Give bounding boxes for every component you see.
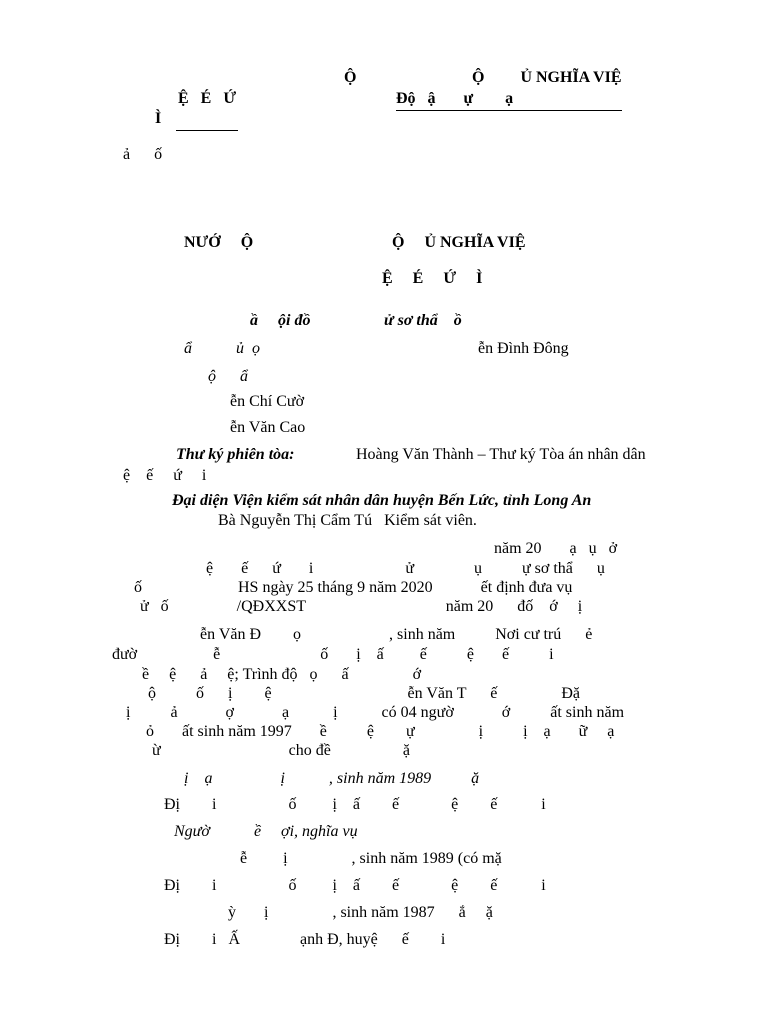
party-3-address: Đị i Ấ ạnh Đ, huyệ ế i bbox=[164, 931, 446, 948]
body-line-2: ệ ế ứ i ử ụ ự sơ thẩ ụ bbox=[206, 560, 605, 577]
body-line-11: ừ cho đề ặ bbox=[152, 742, 410, 759]
body-line-3: ố HS ngày 25 tháng 9 năm 2020 ết định đưa vụ bbox=[134, 579, 573, 596]
related-parties-label: Ngườ ề ợi, nghĩa vụ bbox=[174, 823, 358, 840]
panel-heading2: ử sơ thẩ ồ bbox=[384, 312, 462, 329]
header-left-line2: Ệ É Ứ bbox=[178, 90, 237, 107]
prosecutor-label: Đại diện Viện kiểm sát nhân dân huyện Bến Lức, tỉnh Long An bbox=[172, 492, 592, 509]
place-date: ả ố bbox=[123, 146, 163, 163]
jurors-label: ộ ẩ bbox=[208, 368, 248, 385]
header-right-underline bbox=[396, 110, 622, 111]
body-line-10: ỏ ất sinh năm 1997 ề ệ ự ị ị ạ ữ ạ bbox=[146, 723, 615, 740]
party-2-name: ễ ị , sinh năm 1989 (có mặ bbox=[240, 850, 502, 867]
juror-2: ễn Văn Cao bbox=[230, 419, 306, 436]
party-1-name: ị ạ ị , sinh năm 1989 ặ bbox=[184, 770, 480, 787]
party-3-name: ỳ ị , sinh năm 1987 ắ ặ bbox=[228, 904, 493, 921]
header-left-line3: Ì bbox=[155, 110, 162, 127]
judge-name: ễn Đình Đông bbox=[478, 340, 569, 357]
title-line2: Ệ É Ứ Ì bbox=[382, 270, 483, 287]
juror-1: ễn Chí Cườ bbox=[230, 393, 305, 410]
panel-heading: ầ ội đồ bbox=[250, 312, 311, 329]
prosecutor-name: Bà Nguyễn Thị Cẩm Tú Kiểm sát viên. bbox=[218, 512, 477, 529]
judge-label: ẩ ủ ọ bbox=[184, 340, 260, 357]
header-right-line2: Độ ậ ự ạ bbox=[396, 90, 514, 107]
header-right-line1: Ộ Ủ NGHĨA VIỆ bbox=[472, 69, 622, 86]
body-line-7: ề ệ ả ệ; Trình độ ọ ấ ớ bbox=[142, 666, 422, 683]
body-line-8: ộ ố ị ệ ễn Văn T ế Đặ bbox=[148, 685, 580, 702]
party-2-address: Đị i ố ị ấ ế ệ ế i bbox=[164, 877, 546, 894]
party-1-address: Đị i ố ị ấ ế ệ ế i bbox=[164, 796, 546, 813]
body-line-9: ị ả ợ ạ ị có 04 ngườ ớ ất sinh năm bbox=[126, 704, 625, 721]
clerk-name: Hoàng Văn Thành – Thư ký Tòa án nhân dân bbox=[356, 446, 646, 463]
body-line-6: đườ ễ ố ị ấ ế ệ ế i bbox=[112, 646, 554, 663]
clerk-org: ệ ế ứ i bbox=[123, 467, 207, 484]
clerk-label: Thư ký phiên tòa: bbox=[176, 446, 295, 463]
body-line-4: ử ố /QĐXXST năm 20 đố ớ ị bbox=[140, 598, 583, 615]
body-line-1: năm 20 ạ ụ ở bbox=[494, 540, 618, 557]
header-left-underline bbox=[176, 130, 238, 131]
header-left-line1: Ộ bbox=[344, 69, 357, 86]
title-line1a: NƯỚ Ộ bbox=[184, 234, 254, 251]
title-line1b: Ộ Ủ NGHĨA VIỆ bbox=[392, 234, 526, 251]
body-line-5: ễn Văn Đ ọ , sinh năm Nơi cư trú ẻ bbox=[200, 626, 593, 643]
